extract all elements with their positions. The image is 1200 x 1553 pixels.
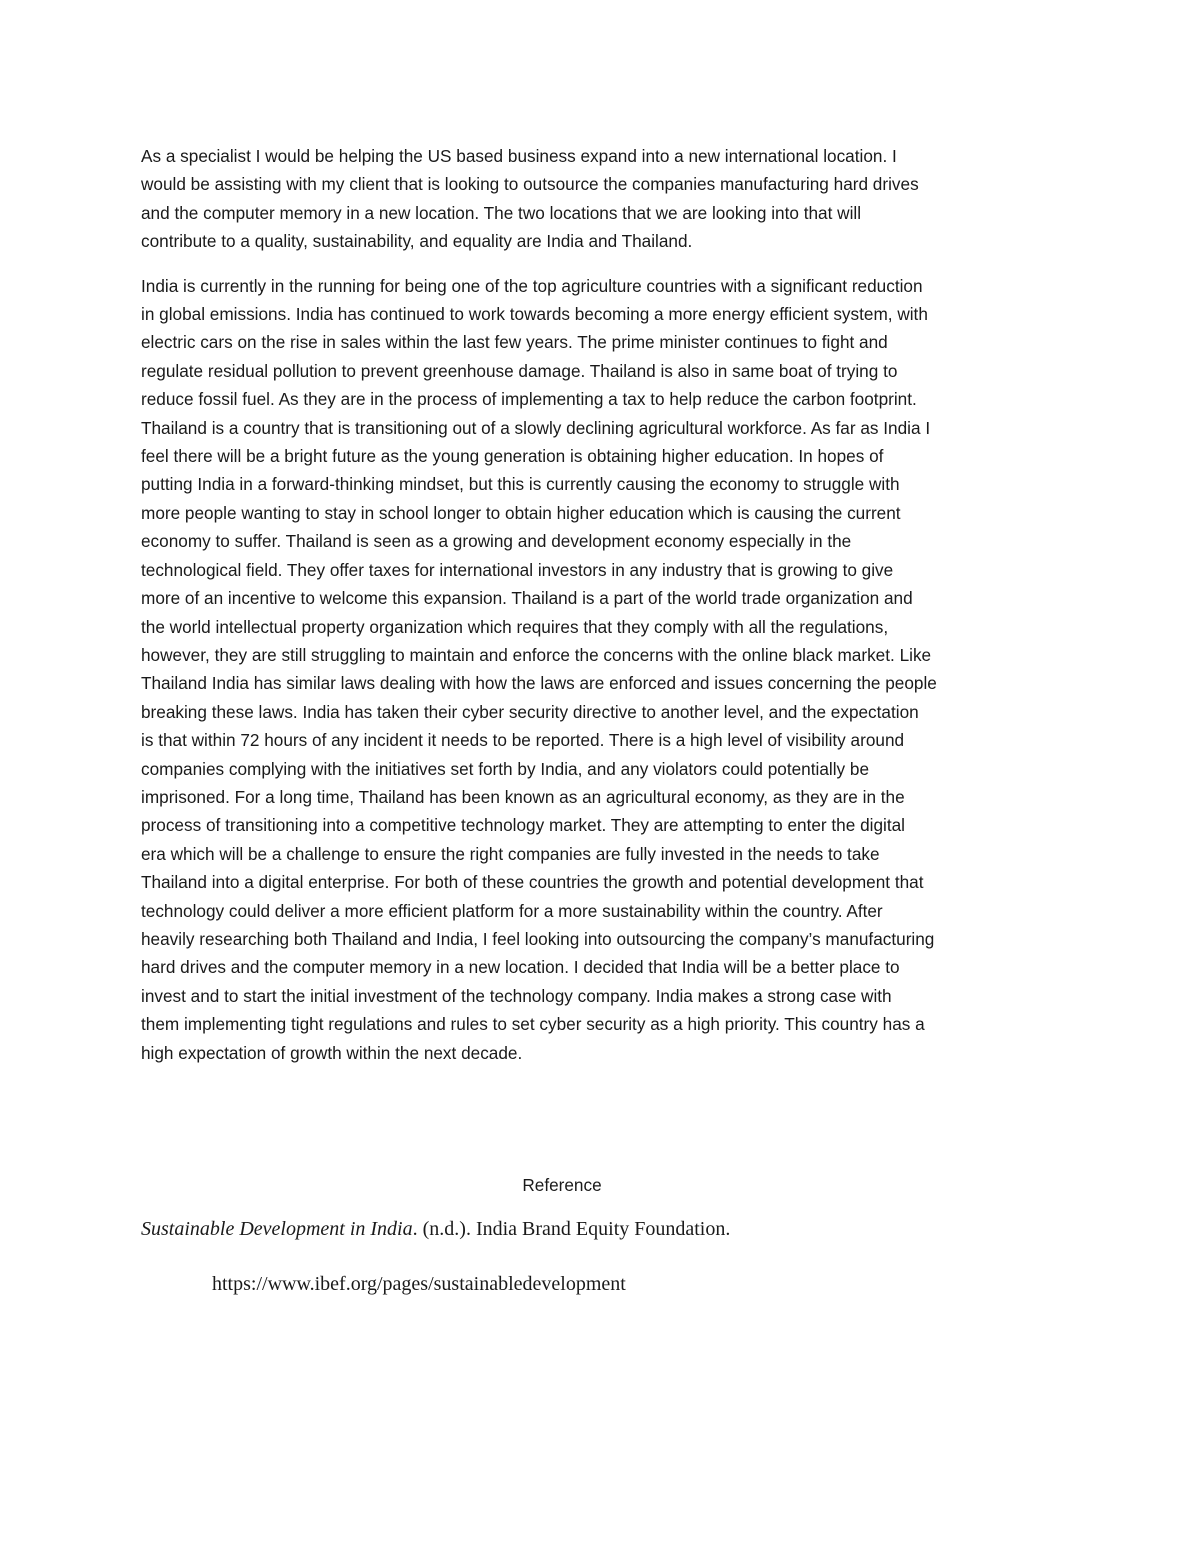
reference-heading: Reference xyxy=(522,1175,602,1195)
citation-source: . (n.d.). India Brand Equity Foundation. xyxy=(412,1218,731,1240)
citation-title: Sustainable Development in India xyxy=(141,1218,413,1240)
reference-citation xyxy=(141,1213,1101,1245)
paragraph-analysis: India is currently in the running for being one of the top agriculture countries with a significant reduction in global emissions. India has continued to work towards becoming a more energy efficient system, with electric cars on the rise in sales within the last few years. The prime minister continues to fight and regulate residual pollution to prevent greenhouse damage. Thailand is also in same boat of trying to reduce fossil fuel. As they are in the process of implementing a tax to help reduce the carbon footprint. Thailand is a country that is transitioning out of a slowly declining agricultural workforce. As far as India I feel there will be a bright future as the young generation is obtaining higher education. In hopes of putting India in a forward-thinking mindset, but this is currently causing the economy to struggle with more people wanting to stay in school longer to obtain higher education which is causing the current economy to suffer. Thailand is seen as a growing and development economy especially in the technological field. They offer taxes for international investors in any industry that is growing to give more of an incentive to welcome this expansion. Thailand is a part of the world trade organization and the world intellectual property organization which requires that they comply with all the regulations, however, they are still struggling to maintain and enforce the concerns with the online black market. Like Thailand India has similar laws dealing with how the laws are enforced and issues concerning the people breaking these laws. India has taken their cyber security directive to another level, and the expectation is that within 72 hours of any incident it needs to be reported. There is a high level of visibility around companies complying with the initiatives set forth by India, and any violators could potentially be imprisoned. For a long time, Thailand has been known as an agricultural economy, as they are in the process of transitioning into a competitive technology market. They are attempting to enter the digital era which will be a challenge to ensure the right companies are fully invested in the needs to take Thailand into a digital enterprise. For both of these countries the growth and potential development that technology could deliver a more efficient platform for a more sustainability within the country. After heavily researching both Thailand and India, I feel looking into outsourcing the company’s manufacturing hard drives and the computer memory in a new location. I decided that India will be a better place to invest and to start the initial investment of the technology company. India makes a strong case with them implementing tight regulations and rules to set cyber security as a high priority. This country has a high expectation of growth within the next decade. xyxy=(141,275,937,1063)
paragraph-intro: As a specialist I would be helping the US based business expand into a new international location. I would be assisting with my client that is looking to outsource the companies manufacturing hard drives and the computer memory in a new location. The two locations that we are looking into that will contribute to a quality, sustainability, and equality are India and Thailand. xyxy=(141,146,919,252)
citation-url: https://www.ibef.org/pages/sustainabledevelopment xyxy=(212,1273,626,1295)
body-text xyxy=(141,142,1061,1083)
